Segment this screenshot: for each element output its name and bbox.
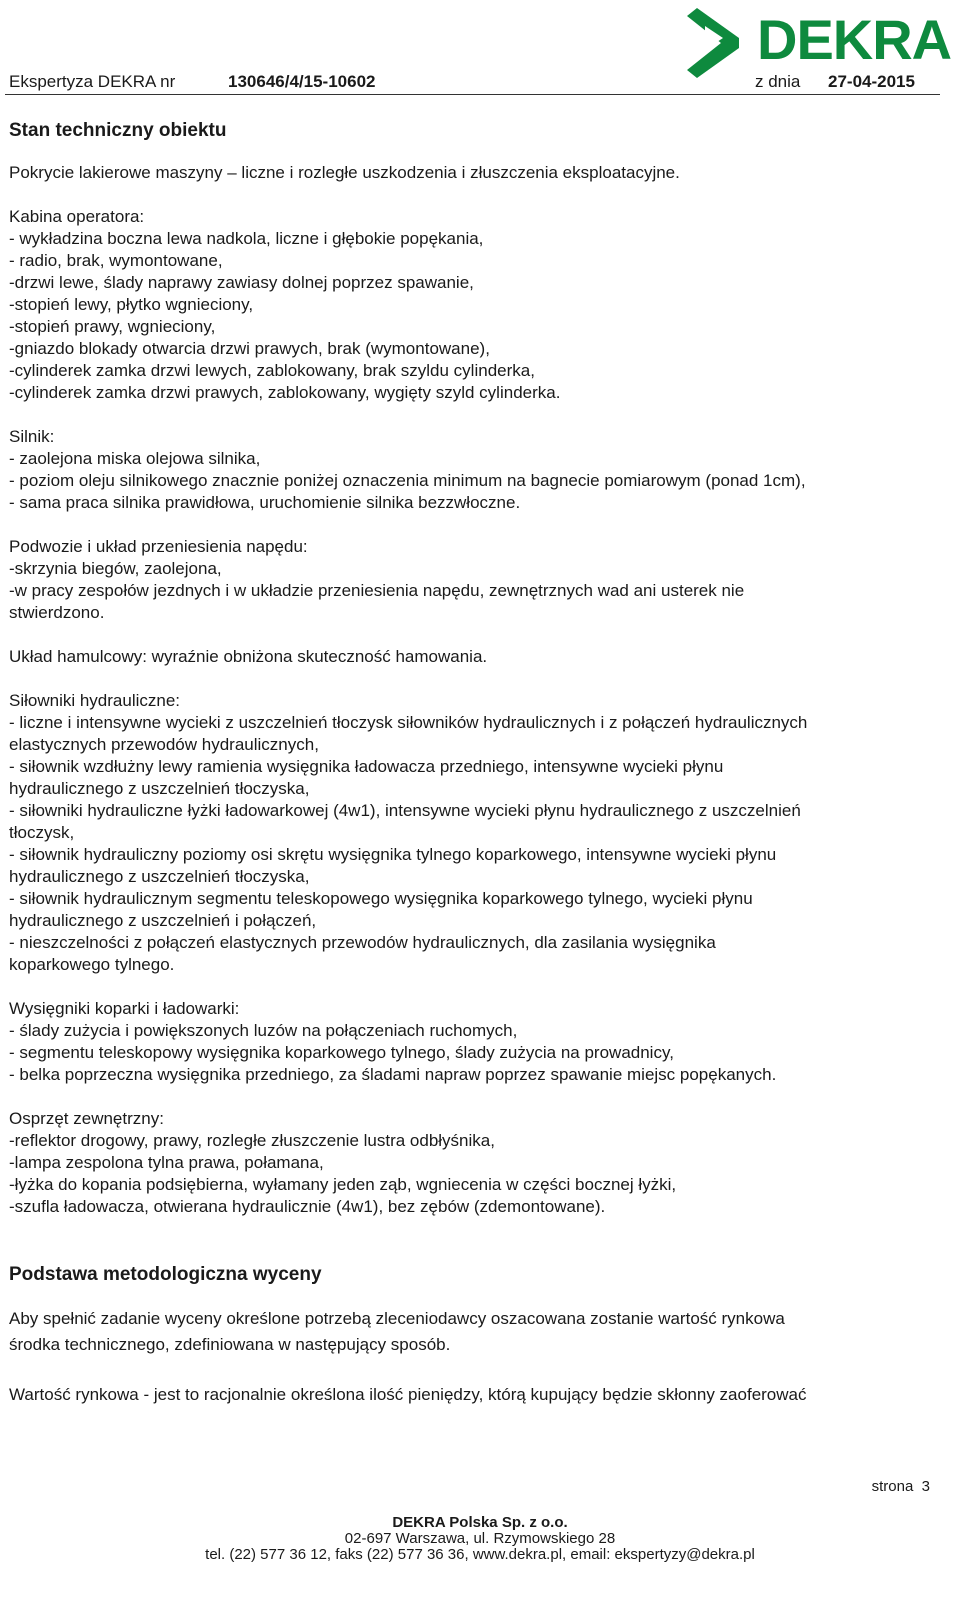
text-line: - ślady zużycia i powiększonych luzów na połączeniach ruchomych, bbox=[9, 1021, 518, 1040]
text-line: hydraulicznego z uszczelnień i połączeń, bbox=[9, 911, 317, 930]
text-line: - siłownik hydrauliczny poziomy osi skrętu wysięgnika tylnego koparkowego, intensywne wycieki płynu bbox=[9, 845, 777, 864]
text-line: - nieszczelności z połączeń elastycznych przewodów hydraulicznych, dla zasilania wysięgnika bbox=[9, 933, 716, 952]
text-line: - wykładzina boczna lewa nadkola, liczne i głębokie popękania, bbox=[9, 229, 484, 248]
text-line: - liczne i intensywne wycieki z uszczelnień tłoczysk siłowników hydraulicznych i z połączeń hydraulicznych bbox=[9, 713, 808, 732]
text-line: Silnik: bbox=[9, 427, 55, 446]
text-line: Siłowniki hydrauliczne: bbox=[9, 691, 181, 710]
logo-wordmark: DEKRA bbox=[757, 8, 952, 71]
date-value: 27-04-2015 bbox=[828, 72, 915, 91]
text-line: Kabina operatora: bbox=[9, 207, 145, 226]
text-line: hydraulicznego z uszczelnień tłoczyska, bbox=[9, 867, 310, 886]
text-line: -lampa zespolona tylna prawa, połamana, bbox=[9, 1153, 324, 1172]
page-number-value: 3 bbox=[921, 1478, 930, 1495]
text-line: -gniazdo blokady otwarcia drzwi prawych, brak (wymontowane), bbox=[9, 339, 490, 358]
doc-number: 130646/4/15-10602 bbox=[228, 72, 376, 91]
text-line: - siłownik hydraulicznym segmentu teleskopowego wysięgnika koparkowego tylnego, wycieki płynu bbox=[9, 889, 753, 908]
text-line: - poziom oleju silnikowego znacznie poniżej oznaczenia minimum na bagnecie pomiarowym (ponad 1cm), bbox=[9, 471, 806, 490]
text-line: -cylinderek zamka drzwi prawych, zablokowany, wygięty szyld cylinderka. bbox=[9, 383, 561, 402]
text-line: Układ hamulcowy: wyraźnie obniżona skuteczność hamowania. bbox=[9, 647, 488, 666]
footer bbox=[0, 1515, 960, 1563]
text-line: stwierdzono. bbox=[9, 603, 105, 622]
text-line: Wysięgniki koparki i ładowarki: bbox=[9, 999, 240, 1018]
footer-address: 02-697 Warszawa, ul. Rzymowskiego 28 bbox=[344, 1530, 616, 1547]
text-line: -stopień lewy, płytko wgnieciony, bbox=[9, 295, 254, 314]
paint-condition bbox=[9, 162, 944, 184]
text-line: - zaolejona miska olejowa silnika, bbox=[9, 449, 261, 468]
text-line: koparkowego tylnego. bbox=[9, 955, 175, 974]
doc-label: Ekspertyza DEKRA nr bbox=[9, 72, 176, 91]
document-body bbox=[9, 110, 944, 1432]
text-line: - siłownik wzdłużny lewy ramienia wysięgnika ładowacza przedniego, intensywne wycieki płynu bbox=[9, 757, 724, 776]
text-line: -łyżka do kopania podsiębierna, wyłamany jeden ząb, wgniecenia w części bocznej łyżki, bbox=[9, 1175, 677, 1194]
text-line: Podwozie i układ przeniesienia napędu: bbox=[9, 537, 308, 556]
block-brakes bbox=[9, 646, 944, 668]
header-divider bbox=[5, 94, 940, 95]
footer-contact: tel. (22) 577 36 12, faks (22) 577 36 36, www.dekra.pl, email: ekspertyzy@dekra.pl bbox=[205, 1546, 755, 1563]
text-line: elastycznych przewodów hydraulicznych, bbox=[9, 735, 319, 754]
text-line: Pokrycie lakierowe maszyny – liczne i rozległe uszkodzenia i złuszczenia eksploatacyjne. bbox=[9, 163, 680, 182]
dekra-logo-icon bbox=[683, 4, 747, 80]
text-line: -w pracy zespołów jezdnych i w układzie przeniesienia napędu, zewnętrznych wad ani usterek nie bbox=[9, 581, 745, 600]
text-line: tłoczysk, bbox=[9, 823, 75, 842]
text-line: -cylinderek zamka drzwi lewych, zablokowany, brak szyldu cylinderka, bbox=[9, 361, 535, 380]
text-line: hydraulicznego z uszczelnień tłoczyska, bbox=[9, 779, 310, 798]
text-line: -reflektor drogowy, prawy, rozległe złuszczenie lustra odbłyśnika, bbox=[9, 1131, 495, 1150]
text-line: Osprzęt zewnętrzny: bbox=[9, 1109, 164, 1128]
block-drivetrain bbox=[9, 536, 944, 624]
methodology-paragraph-2: Wartość rynkowa - jest to racjonalnie określona ilość pieniędzy, którą kupujący będzie skłonny zaoferować bbox=[9, 1385, 807, 1404]
text-line: -szufla ładowacza, otwierana hydraulicznie (4w1), bez zębów (zdemontowane). bbox=[9, 1197, 606, 1216]
text-line: - belka poprzeczna wysięgnika przedniego, za śladami napraw poprzez spawanie miejsc popękanych. bbox=[9, 1065, 777, 1084]
page-label: strona bbox=[871, 1478, 914, 1495]
block-equipment bbox=[9, 1108, 944, 1218]
block-booms bbox=[9, 998, 944, 1086]
text-line: -skrzynia biegów, zaolejona, bbox=[9, 559, 222, 578]
text-line: - radio, brak, wymontowane, bbox=[9, 251, 223, 270]
methodology-paragraph-1: Aby spełnić zadanie wyceny określone potrzebą zleceniodawcy oszacowana zostanie wartość rynkowa środka technicznego, zdefiniowana w następujący sposób. bbox=[9, 1309, 785, 1354]
section-title-methodology: Podstawa metodologiczna wyceny bbox=[9, 1264, 322, 1285]
text-line: - sama praca silnika prawidłowa, uruchomienie silnika bezzwłoczne. bbox=[9, 493, 521, 512]
text-line: -stopień prawy, wgnieciony, bbox=[9, 317, 216, 336]
text-line: -drzwi lewe, ślady naprawy zawiasy dolnej poprzez spawanie, bbox=[9, 273, 474, 292]
block-hydraulics bbox=[9, 690, 944, 976]
text-line: - siłowniki hydrauliczne łyżki ładowarkowej (4w1), intensywne wycieki płynu hydraulicznego z uszczelnień bbox=[9, 801, 801, 820]
block-cabin bbox=[9, 206, 944, 404]
text-line: - segmentu teleskopowy wysięgnika koparkowego tylnego, ślady zużycia na prowadnicy, bbox=[9, 1043, 674, 1062]
date-label: z dnia bbox=[755, 72, 801, 91]
dekra-logo bbox=[695, 4, 952, 80]
block-engine bbox=[9, 426, 944, 514]
footer-company: DEKRA Polska Sp. z o.o. bbox=[392, 1514, 568, 1531]
page-number bbox=[872, 1478, 930, 1495]
section-title-condition: Stan techniczny obiektu bbox=[9, 120, 227, 141]
